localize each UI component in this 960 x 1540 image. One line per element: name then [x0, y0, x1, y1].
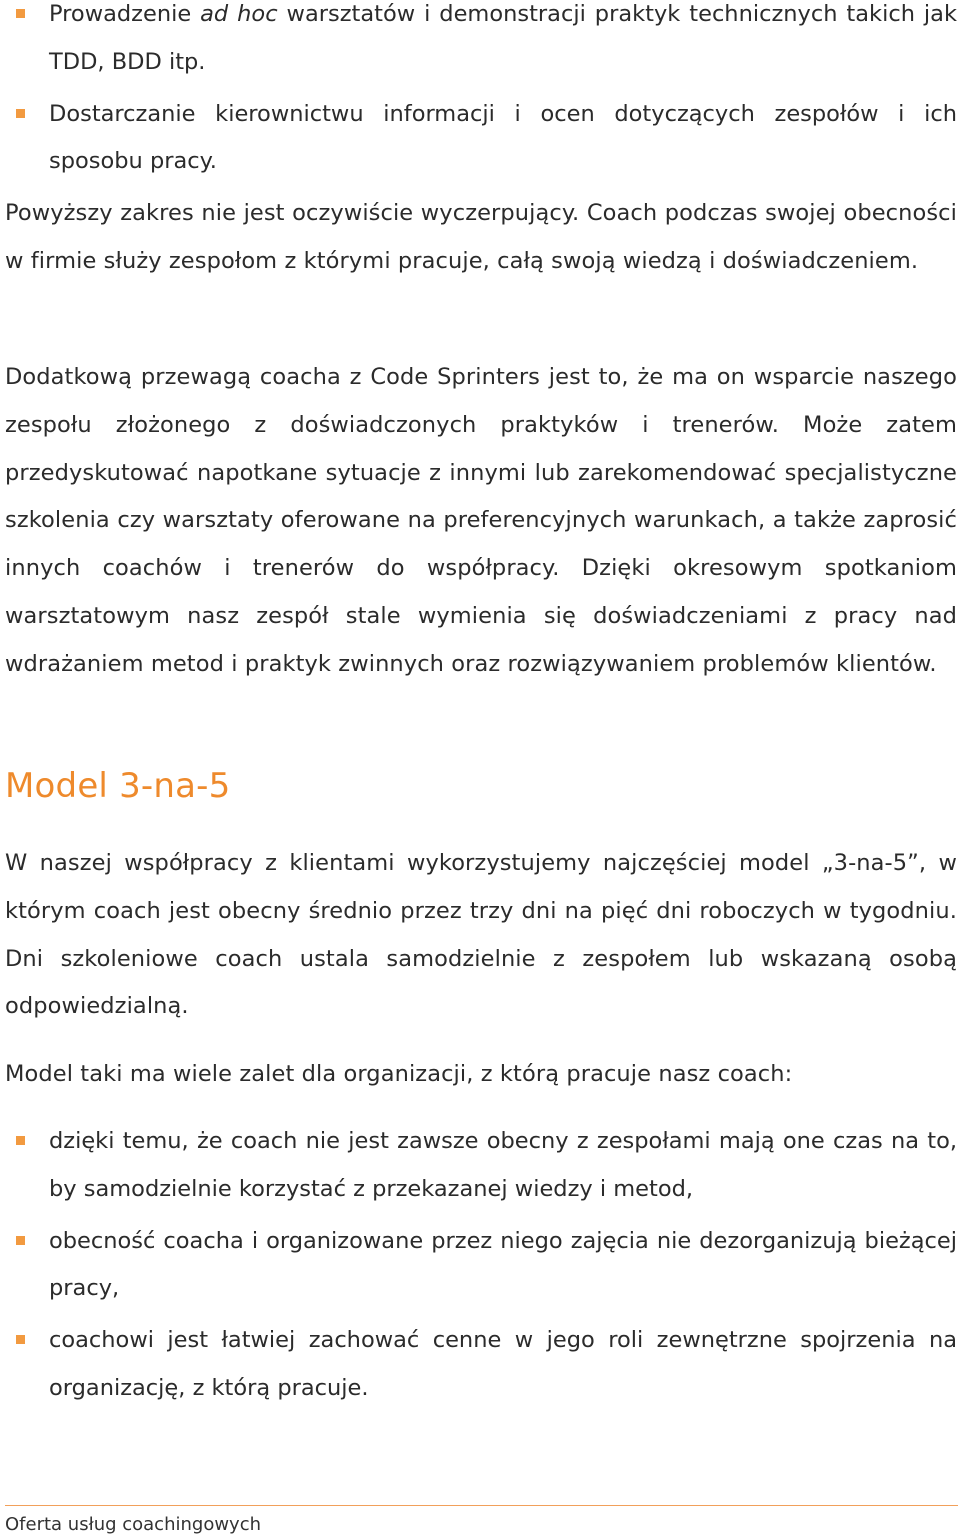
footer-text: Oferta usług coachingowych [5, 1514, 262, 1535]
square-bullet-icon [16, 1335, 25, 1344]
list-item [5, 1118, 957, 1214]
footer-divider [5, 1505, 958, 1506]
list-item-text: dzięki temu, że coach nie jest zawsze obecny z zespołami mają one czas na to, by samodzielnie korzystać z przekazanej wiedzy i metod, [49, 1128, 957, 1202]
list-item-text: warsztatów i demonstracji praktyk technicznych takich jak TDD, BDD itp. [49, 1, 957, 75]
top-bullet-list [5, 0, 957, 186]
list-item [5, 1317, 957, 1413]
paragraph: Model taki ma wiele zalet dla organizacji, z którą pracuje nasz coach: [5, 1061, 793, 1087]
bottom-bullet-list [5, 1118, 957, 1413]
list-item-text: coachowi jest łatwiej zachować cenne w jego roli zewnętrzne spojrzenia na organizację, z którą pracuje. [49, 1327, 957, 1401]
square-bullet-icon [16, 1136, 25, 1145]
square-bullet-icon [16, 1236, 25, 1245]
list-item [5, 91, 957, 187]
paragraph: Powyższy zakres nie jest oczywiście wyczerpujący. Coach podczas swojej obecności w firmie służy zespołom z którymi pracuje, całą swoją wiedzą i doświadczeniem. [5, 200, 957, 274]
list-item-text: obecność coacha i organizowane przez niego zajęcia nie dezorganizują bieżącej pracy, [49, 1227, 957, 1302]
list-item [5, 1218, 957, 1314]
square-bullet-icon [16, 9, 25, 18]
square-bullet-icon [16, 109, 25, 118]
list-item [5, 0, 957, 87]
paragraph: W naszej współpracy z klientami wykorzystujemy najczęściej model „3-na-5”, w którym coach jest obecny średnio przez trzy dni na pięć dni roboczych w tygodniu. Dni szkoleniowe coach ustala samodzielnie z zespołem lub wskazaną osobą odpowiedzialną. [5, 850, 957, 1020]
list-item-text: Dostarczanie kierownictwu informacji i ocen dotyczących zespołów i ich sposobu pracy. [49, 100, 957, 175]
section-heading: Model 3-na-5 [5, 766, 231, 806]
paragraph: Dodatkową przewagą coacha z Code Sprinters jest to, że ma on wsparcie naszego zespołu złożonego z doświadczonych praktyków i trenerów. Może zatem przedyskutować napotkane sytuacje z innymi lub zarekomendować specjalistyczne szkolenia czy warsztaty oferowane na preferencyjnych warunkach, a także zaprosić innych coachów i trenerów do współpracy. Dzięki okresowym spotkaniom warsztatowym nasz zespół stale wymienia się doświadczeniami z pracy nad wdrażaniem metod i praktyk zwinnych oraz rozwiązywaniem problemów klientów. [5, 364, 957, 677]
list-item-emphasis: ad hoc [200, 1, 278, 27]
list-item-text: Prowadzenie [49, 1, 201, 27]
